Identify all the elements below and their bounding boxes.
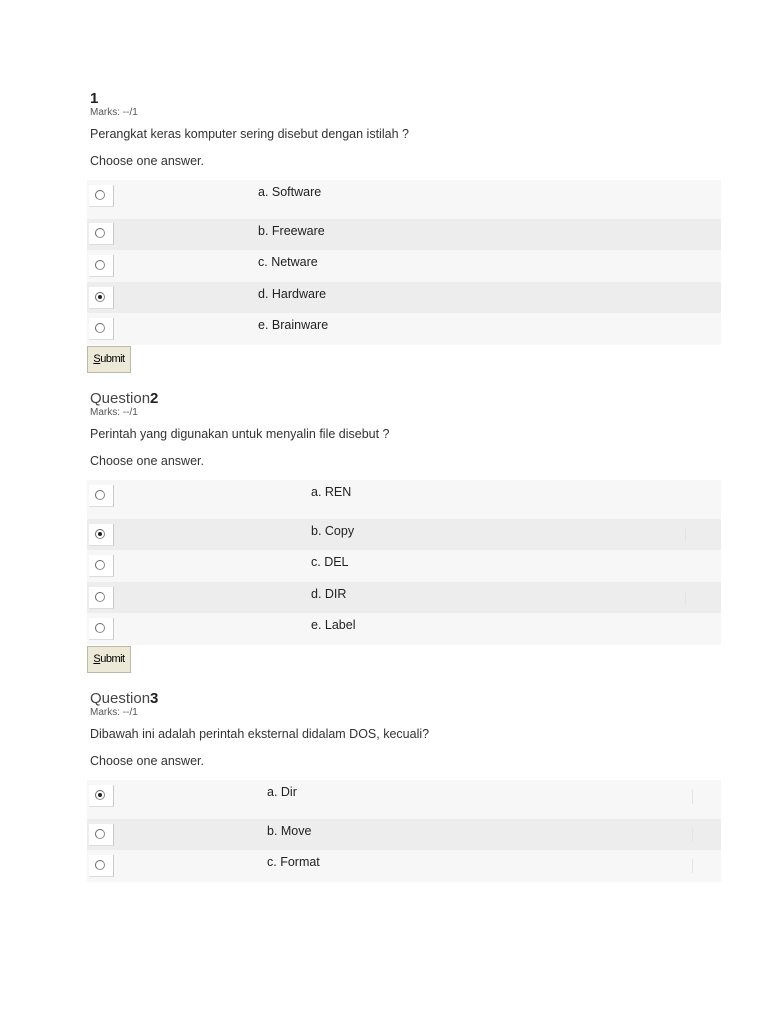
submit-accesskey: S (93, 653, 101, 665)
radio-cell (89, 524, 114, 546)
submit-accesskey: S (93, 353, 101, 365)
question-2 (90, 390, 721, 669)
question-title-prefix: Question (90, 690, 151, 707)
question-title (90, 690, 721, 708)
answer-option[interactable] (87, 550, 721, 582)
answer-list (87, 480, 721, 680)
answer-label: a. Software (258, 185, 322, 199)
submit-button[interactable] (87, 346, 131, 373)
radio-button[interactable] (95, 292, 105, 302)
submit-button[interactable] (87, 646, 131, 673)
radio-cell (89, 255, 114, 277)
answer-option[interactable] (87, 780, 721, 819)
cell-divider (692, 828, 693, 842)
radio-cell (89, 485, 114, 507)
cell-divider (685, 528, 686, 542)
radio-cell (89, 855, 114, 877)
question-1 (90, 90, 721, 369)
question-title (90, 90, 721, 108)
answer-option[interactable] (87, 180, 721, 219)
radio-cell (89, 555, 114, 577)
radio-button[interactable] (95, 790, 105, 800)
answer-option[interactable] (87, 480, 721, 519)
answer-option[interactable] (87, 519, 721, 550)
choose-instruction: Choose one answer. (90, 754, 204, 768)
choose-instruction: Choose one answer. (90, 454, 204, 468)
radio-button[interactable] (95, 529, 105, 539)
answer-label: c. Netware (258, 255, 318, 269)
radio-button[interactable] (95, 260, 105, 270)
radio-button[interactable] (95, 560, 105, 570)
submit-label: ubmit (100, 353, 125, 365)
question-3 (90, 690, 721, 871)
radio-cell (89, 618, 114, 640)
radio-cell (89, 287, 114, 309)
question-marks: Marks: --/1 (90, 707, 138, 718)
question-title-prefix: Question (90, 390, 151, 407)
cell-divider (685, 591, 686, 605)
radio-button[interactable] (95, 860, 105, 870)
radio-button[interactable] (95, 490, 105, 500)
answer-option[interactable] (87, 250, 721, 282)
answer-list (87, 780, 721, 882)
question-number: 3 (150, 690, 159, 707)
answer-label: b. Freeware (258, 224, 325, 238)
answer-label: b. Move (267, 824, 312, 838)
submit-label: ubmit (100, 653, 125, 665)
answer-label: c. Format (267, 855, 320, 869)
answer-option[interactable] (87, 850, 721, 882)
radio-button[interactable] (95, 323, 105, 333)
radio-cell (89, 587, 114, 609)
answer-label: d. Hardware (258, 287, 327, 301)
answer-option[interactable] (87, 282, 721, 313)
question-text: Perangkat keras komputer sering disebut dengan istilah ? (90, 127, 409, 141)
radio-cell (89, 824, 114, 846)
question-text: Perintah yang digunakan untuk menyalin file disebut ? (90, 427, 390, 441)
answer-option[interactable] (87, 582, 721, 613)
radio-cell (89, 223, 114, 245)
radio-button[interactable] (95, 829, 105, 839)
question-number: 2 (150, 390, 159, 407)
question-marks: Marks: --/1 (90, 407, 138, 418)
radio-cell (89, 785, 114, 807)
radio-button[interactable] (95, 623, 105, 633)
radio-button[interactable] (95, 228, 105, 238)
answer-label: a. REN (311, 485, 352, 499)
answer-label: a. Dir (267, 785, 297, 799)
answer-option[interactable] (87, 819, 721, 850)
answer-label: e. Brainware (258, 318, 329, 332)
question-text: Dibawah ini adalah perintah eksternal didalam DOS, kecuali? (90, 727, 430, 741)
radio-button[interactable] (95, 190, 105, 200)
radio-cell (89, 318, 114, 340)
choose-instruction: Choose one answer. (90, 154, 204, 168)
question-marks: Marks: --/1 (90, 107, 138, 118)
cell-divider (692, 790, 693, 804)
answer-label: d. DIR (311, 587, 347, 601)
radio-button[interactable] (95, 592, 105, 602)
answer-label: b. Copy (311, 524, 355, 538)
answer-label: c. DEL (311, 555, 349, 569)
question-number: 1 (90, 90, 99, 107)
answer-option[interactable] (87, 313, 721, 345)
answer-option[interactable] (87, 613, 721, 645)
answer-option[interactable] (87, 219, 721, 250)
radio-cell (89, 185, 114, 207)
answer-list (87, 180, 721, 380)
question-title (90, 390, 721, 408)
answer-label: e. Label (311, 618, 356, 632)
cell-divider (692, 859, 693, 873)
